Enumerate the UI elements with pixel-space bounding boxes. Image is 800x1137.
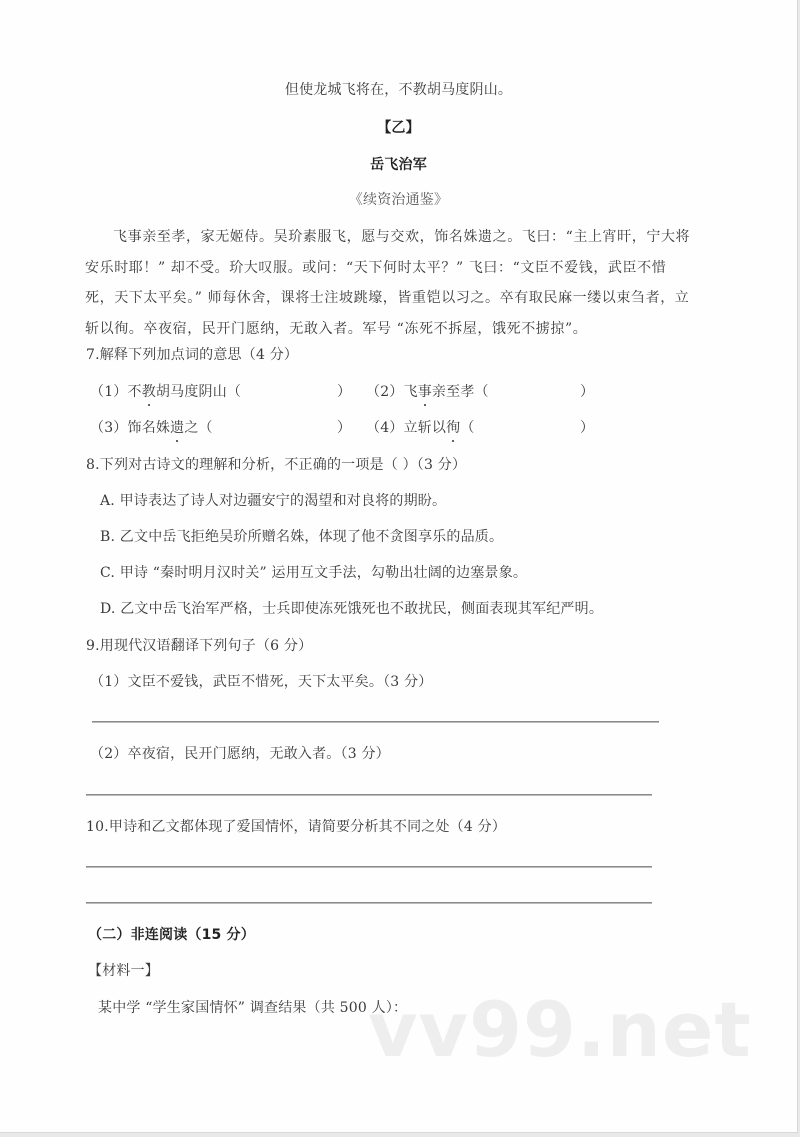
passage-body: 飞事亲至孝，家无姬侍。吴玠素服飞，愿与交欢，饰名姝遗之。飞曰：“主上宵旰，宁大将安乐时耶！” 却不受。玠大叹服。或问：“天下何时太平？” 飞曰：“文臣不爱钱，武臣不惜死，天下太平矣。” 师每休舍，课将士注坡跳壕，皆重铠以习之。卒有取民麻一缕以束刍者，立斩以徇。卒夜宿，民开门愿纳，无敢入者。军号 “冻死不拆屋，饿死不掳掠”。: [85, 229, 691, 337]
q7-item-1-close: ）: [337, 384, 351, 400]
q7-item-4-close: ）: [580, 420, 594, 436]
passage-source: 《续资治通鉴》: [348, 192, 449, 208]
q7-item-1: （1）不教胡马度阴山（: [90, 384, 242, 400]
dotted-char: 教: [141, 384, 156, 400]
q8-option-d: D. 乙文中岳飞治军严格，士兵即使冻死饿死也不敢扰民，侧面表现其军纪严明。: [100, 601, 604, 617]
passage-title: 岳飞治军: [370, 157, 427, 173]
q10-stem: 10.甲诗和乙文都体现了爱国情怀，请简要分析其不同之处（4 分）: [86, 819, 507, 835]
q7-item-3: （3）饰名姝遗之（: [90, 420, 213, 436]
dotted-char: 遗: [170, 420, 185, 436]
q9-item-2-answer-line[interactable]: [86, 794, 652, 796]
dotted-char: 徇: [446, 420, 461, 436]
q10-answer-line-2[interactable]: [86, 902, 652, 904]
survey-intro: 某中学 “学生家国情怀” 调查结果（共 500 人）：: [98, 1000, 408, 1016]
q9-item-2: （2）卒夜宿，民开门愿纳，无敢入者。（3 分）: [90, 746, 390, 762]
q9-stem: 9.用现代汉语翻译下列句子（6 分）: [86, 638, 313, 654]
q8-option-a: A. 甲诗表达了诗人对边疆安宁的渴望和对良将的期盼。: [100, 493, 447, 509]
q8-option-c: C. 甲诗 “秦时明月汉时关” 运用互文手法，勾勒出壮阔的边塞景象。: [100, 565, 528, 581]
q8-stem: 8.下列对古诗文的理解和分析，不正确的一项是（ ）（3 分）: [86, 457, 467, 473]
section-yi-marker: 【乙】: [377, 120, 420, 136]
section-two-heading: （二）非连阅读（15 分）: [88, 927, 255, 943]
q7-item-3-close: ）: [337, 420, 351, 436]
q7-item-2-close: ）: [580, 384, 594, 400]
q9-item-1: （1）文臣不爱钱，武臣不惜死，天下太平矣。（3 分）: [90, 674, 433, 690]
q7-item-2: （2）飞事亲至孝（: [366, 384, 489, 400]
q7-item-4: （4）立斩以徇（: [366, 420, 475, 436]
poem-last-line: 但使龙城飞将在，不教胡马度阴山。: [284, 82, 513, 98]
q8-option-b: B. 乙文中岳飞拒绝吴玠所赠名姝，体现了他不贪图享乐的品质。: [100, 529, 504, 545]
q9-item-1-answer-line[interactable]: [92, 721, 659, 723]
q10-answer-line-1[interactable]: [86, 866, 652, 868]
watermark: vv99.net: [368, 985, 752, 1074]
material-one-label: 【材料一】: [88, 963, 159, 979]
dotted-char: 事: [417, 384, 432, 400]
q7-stem: 7.解释下列加点词的意思（4 分）: [86, 347, 299, 363]
